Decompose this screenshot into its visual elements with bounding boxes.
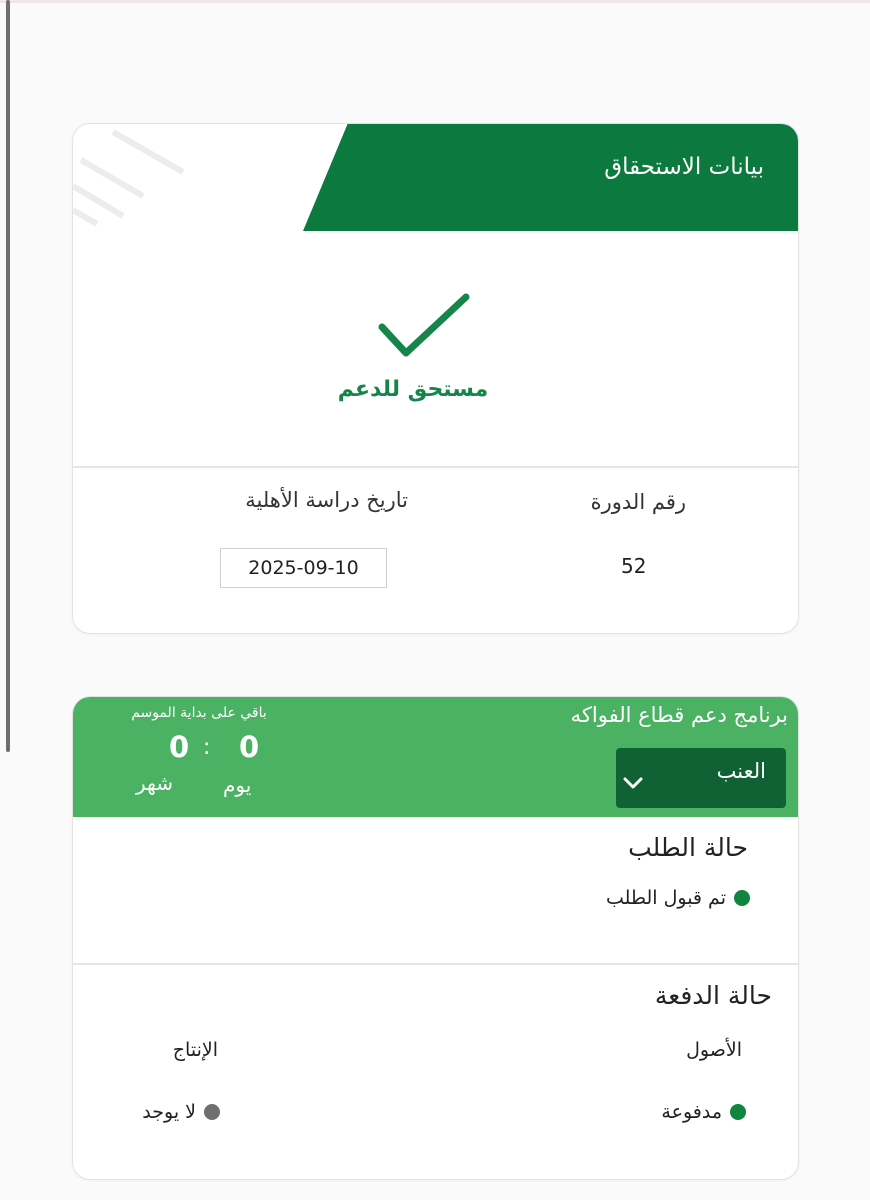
production-payment-value: لا يوجد <box>142 1101 196 1123</box>
eligibility-status: مستحق للدعم <box>337 377 489 402</box>
payment-status-title: حالة الدفعة <box>654 981 772 1010</box>
divider <box>73 963 798 965</box>
countdown-separator: : <box>203 735 211 760</box>
status-dot-icon <box>734 890 750 906</box>
request-status <box>606 887 750 909</box>
program-header <box>73 697 798 817</box>
crop-select[interactable] <box>616 748 786 808</box>
eligibility-card <box>72 123 799 634</box>
assets-label: الأصول <box>686 1039 742 1061</box>
check-icon <box>376 291 472 363</box>
crop-selected-value: العنب <box>716 759 766 783</box>
scrollbar[interactable] <box>6 0 10 752</box>
days-count: 0 <box>239 730 260 764</box>
assets-payment-status <box>661 1101 746 1123</box>
status-dot-icon <box>204 1104 220 1120</box>
program-title: برنامج دعم قطاع الفواكه <box>570 703 788 727</box>
days-label: يوم <box>223 773 252 797</box>
eligibility-title: بيانات الاستحقاق <box>604 154 764 180</box>
top-divider <box>0 0 870 3</box>
cycle-number-label: رقم الدورة <box>590 490 686 514</box>
chevron-down-icon <box>622 776 644 790</box>
season-countdown-label: باقي على بداية الموسم <box>131 705 267 721</box>
program-card <box>72 696 799 1180</box>
cycle-number-value: 52 <box>621 554 647 578</box>
months-count: 0 <box>169 730 190 764</box>
production-label: الإنتاج <box>172 1039 218 1061</box>
divider <box>73 466 798 468</box>
request-status-value: تم قبول الطلب <box>605 887 726 909</box>
production-payment-status <box>142 1101 220 1123</box>
request-status-title: حالة الطلب <box>628 833 748 862</box>
assets-payment-value: مدفوعة <box>661 1101 722 1123</box>
status-dot-icon <box>730 1104 746 1120</box>
study-date-label: تاريخ دراسة الأهلية <box>245 488 408 512</box>
study-date-field: 2025-09-10 <box>220 548 387 588</box>
decorative-lines <box>73 124 203 234</box>
months-label: شهر <box>136 771 174 795</box>
